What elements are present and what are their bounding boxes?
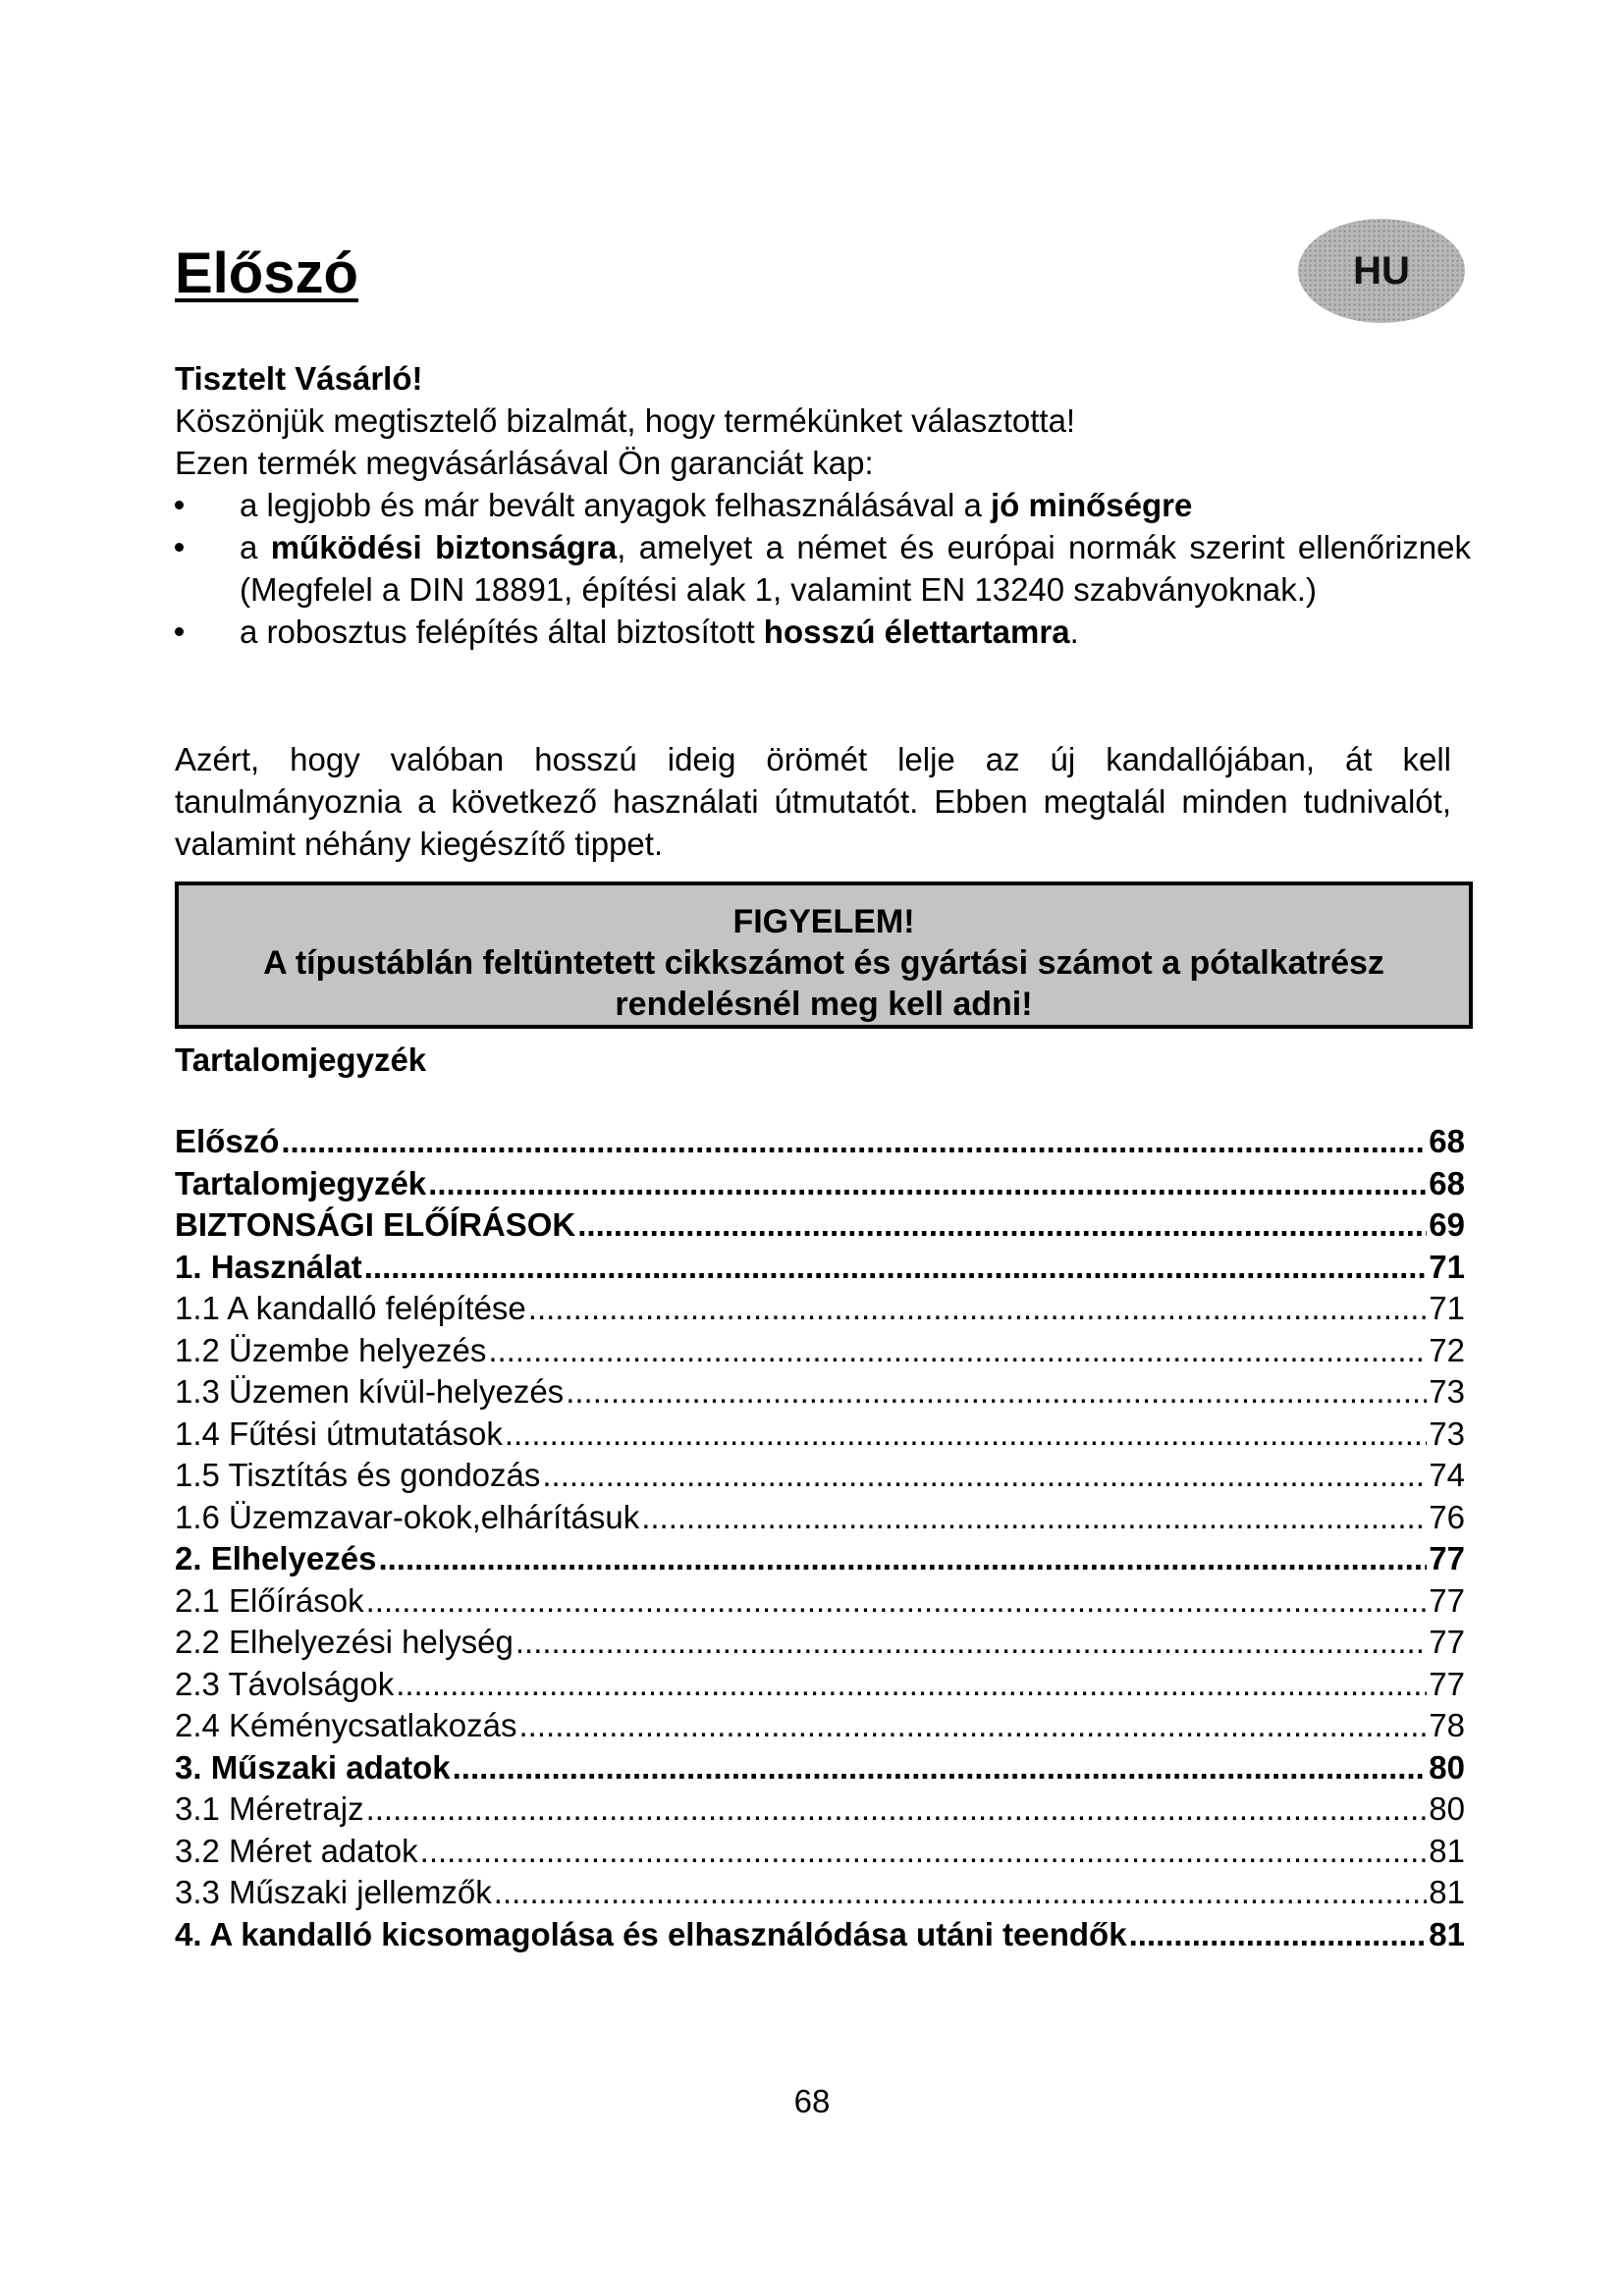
intro-section	[175, 357, 1471, 653]
toc-entry-page: 77	[1429, 1581, 1465, 1619]
toc-leader-dots	[494, 1872, 1428, 1914]
toc-entry[interactable]	[175, 1247, 1465, 1289]
toc-leader-dots	[420, 1831, 1428, 1873]
language-badge: HU	[1298, 219, 1465, 323]
toc-entry-page: 71	[1429, 1290, 1465, 1326]
toc-entry-label: 3.2 Méret adatok	[175, 1832, 418, 1869]
toc-entry-page: 68	[1429, 1164, 1465, 1201]
toc-entry[interactable]	[175, 1330, 1465, 1372]
toc-leader-dots	[505, 1414, 1427, 1456]
toc-leader-dots	[577, 1204, 1427, 1247]
toc-leader-dots	[366, 1580, 1428, 1623]
toc-heading: Tartalomjegyzék	[175, 1041, 427, 1078]
toc-entry-page: 72	[1429, 1331, 1465, 1368]
toc-entry-page: 81	[1429, 1915, 1465, 1952]
toc-entry-page: 68	[1429, 1123, 1465, 1159]
toc-entry-page: 80	[1429, 1748, 1465, 1786]
toc-entry[interactable]	[175, 1288, 1465, 1330]
toc-entry-label: 3. Műszaki adatok	[175, 1748, 451, 1786]
body-paragraph: Azért, hogy valóban hosszú ideig örömét lelje az új kandallójában, át kell tanulmányoznia a következő használati útmutatót. Ebben megtalál minden tudnivalót, valamint néhány kiegészítő tippet.	[175, 741, 1451, 862]
toc-entry-page: 77	[1429, 1624, 1465, 1660]
toc-leader-dots	[281, 1121, 1427, 1163]
toc-leader-dots	[488, 1330, 1427, 1372]
toc-entry-label: 1.1 A kandalló felépítése	[175, 1290, 526, 1326]
toc-entry-label: BIZTONSÁGI ELŐÍRÁSOK	[175, 1206, 576, 1243]
toc-entry-page: 77	[1429, 1665, 1465, 1702]
page-number: 68	[793, 2083, 831, 2119]
toc-leader-dots	[515, 1622, 1427, 1664]
toc-entry[interactable]	[175, 1580, 1465, 1623]
toc-entry[interactable]	[175, 1705, 1465, 1747]
toc-leader-dots	[396, 1664, 1427, 1706]
list-item: a működési biztonságra, amelyet a német és európai normák szerint ellenőriznek (Megfelel a DIN 18891, építési alak 1, valamint EN 13240 szabványoknak.)	[175, 526, 1471, 611]
toc-leader-dots	[519, 1705, 1428, 1747]
toc-entry-label: 2.1 Előírások	[175, 1581, 364, 1619]
toc-leader-dots	[428, 1163, 1427, 1205]
toc-entry[interactable]	[175, 1121, 1465, 1163]
toc-entry-page: 81	[1429, 1874, 1465, 1910]
toc-entry-label: 3.3 Műszaki jellemzők	[175, 1874, 492, 1910]
toc-entry-page: 81	[1429, 1832, 1465, 1869]
toc-entry-label: 1.4 Fűtési útmutatások	[175, 1415, 503, 1452]
toc-entry[interactable]	[175, 1371, 1465, 1414]
warning-box	[175, 881, 1473, 1029]
toc-entry-page: 74	[1429, 1457, 1465, 1493]
toc-entry-page: 78	[1429, 1707, 1465, 1743]
toc-leader-dots	[542, 1455, 1427, 1497]
warning-line: rendelésnél meg kell adni!	[615, 986, 1033, 1023]
toc-entry-label: 2.2 Elhelyezési helység	[175, 1624, 514, 1660]
list-item: a robosztus felépítés által biztosított hosszú élettartamra.	[175, 611, 1471, 653]
toc-entry[interactable]	[175, 1204, 1465, 1247]
toc-entry[interactable]	[175, 1872, 1465, 1914]
toc-entry-page: 73	[1429, 1415, 1465, 1452]
toc-leader-dots	[378, 1538, 1427, 1580]
toc-entry-label: 2. Elhelyezés	[175, 1540, 377, 1576]
toc-entry-label: Előszó	[175, 1123, 280, 1159]
guarantee-text: Ezen termék megvásárlásával Ön garanciát kap:	[175, 445, 874, 481]
toc-entry-page: 77	[1429, 1540, 1465, 1576]
toc-entry-label: 1.5 Tisztítás és gondozás	[175, 1457, 541, 1493]
toc-entry[interactable]	[175, 1163, 1465, 1205]
toc-entry[interactable]	[175, 1622, 1465, 1664]
toc-entry-label: 1.2 Üzembe helyezés	[175, 1331, 487, 1368]
toc-entry[interactable]	[175, 1538, 1465, 1580]
toc-leader-dots	[528, 1288, 1428, 1330]
list-item: a legjobb és már bevált anyagok felhasználásával a jó minőségre	[175, 484, 1471, 526]
toc-entry[interactable]	[175, 1789, 1465, 1831]
toc-leader-dots	[453, 1747, 1428, 1789]
toc-entry[interactable]	[175, 1914, 1465, 1956]
warning-line: A típustáblán feltüntetett cikkszámot és gyártási számot a pótalkatrész	[263, 944, 1384, 982]
toc-entry[interactable]	[175, 1414, 1465, 1456]
toc-entry-label: 1.3 Üzemen kívül-helyezés	[175, 1373, 565, 1410]
toc-entry-label: 4. A kandalló kicsomagolása és elhasználódása utáni teendők	[175, 1915, 1127, 1952]
toc-entry[interactable]	[175, 1664, 1465, 1706]
toc-entry-page: 76	[1429, 1498, 1465, 1535]
toc-entry[interactable]	[175, 1831, 1465, 1873]
toc-leader-dots	[566, 1371, 1427, 1414]
toc-entry-label: 1.6 Üzemzavar-okok,elhárításuk	[175, 1498, 640, 1535]
guarantee-list	[175, 484, 1471, 653]
table-of-contents	[175, 1121, 1465, 1955]
warning-title: FIGYELEM!	[732, 903, 915, 940]
toc-leader-dots	[364, 1247, 1428, 1289]
toc-leader-dots	[1129, 1914, 1428, 1956]
toc-entry-label: 3.1 Méretrajz	[175, 1790, 364, 1827]
toc-entry-page: 73	[1429, 1373, 1465, 1410]
toc-leader-dots	[366, 1789, 1428, 1831]
toc-entry-page: 69	[1429, 1206, 1465, 1243]
toc-entry-label: 1. Használat	[175, 1248, 362, 1285]
toc-leader-dots	[641, 1497, 1427, 1539]
toc-entry-page: 71	[1429, 1248, 1465, 1285]
thanks-text: Köszönjük megtisztelő bizalmát, hogy termékünket választotta!	[175, 402, 1076, 439]
toc-entry-label: 2.3 Távolságok	[175, 1665, 395, 1702]
toc-entry[interactable]	[175, 1497, 1465, 1539]
toc-entry[interactable]	[175, 1455, 1465, 1497]
toc-entry-label: Tartalomjegyzék	[175, 1164, 427, 1201]
toc-entry[interactable]	[175, 1747, 1465, 1789]
greeting: Tisztelt Vásárló!	[175, 360, 423, 397]
toc-entry-label: 2.4 Kéménycsatlakozás	[175, 1707, 517, 1743]
page-title: Előszó	[175, 241, 358, 305]
toc-entry-page: 80	[1429, 1790, 1465, 1827]
